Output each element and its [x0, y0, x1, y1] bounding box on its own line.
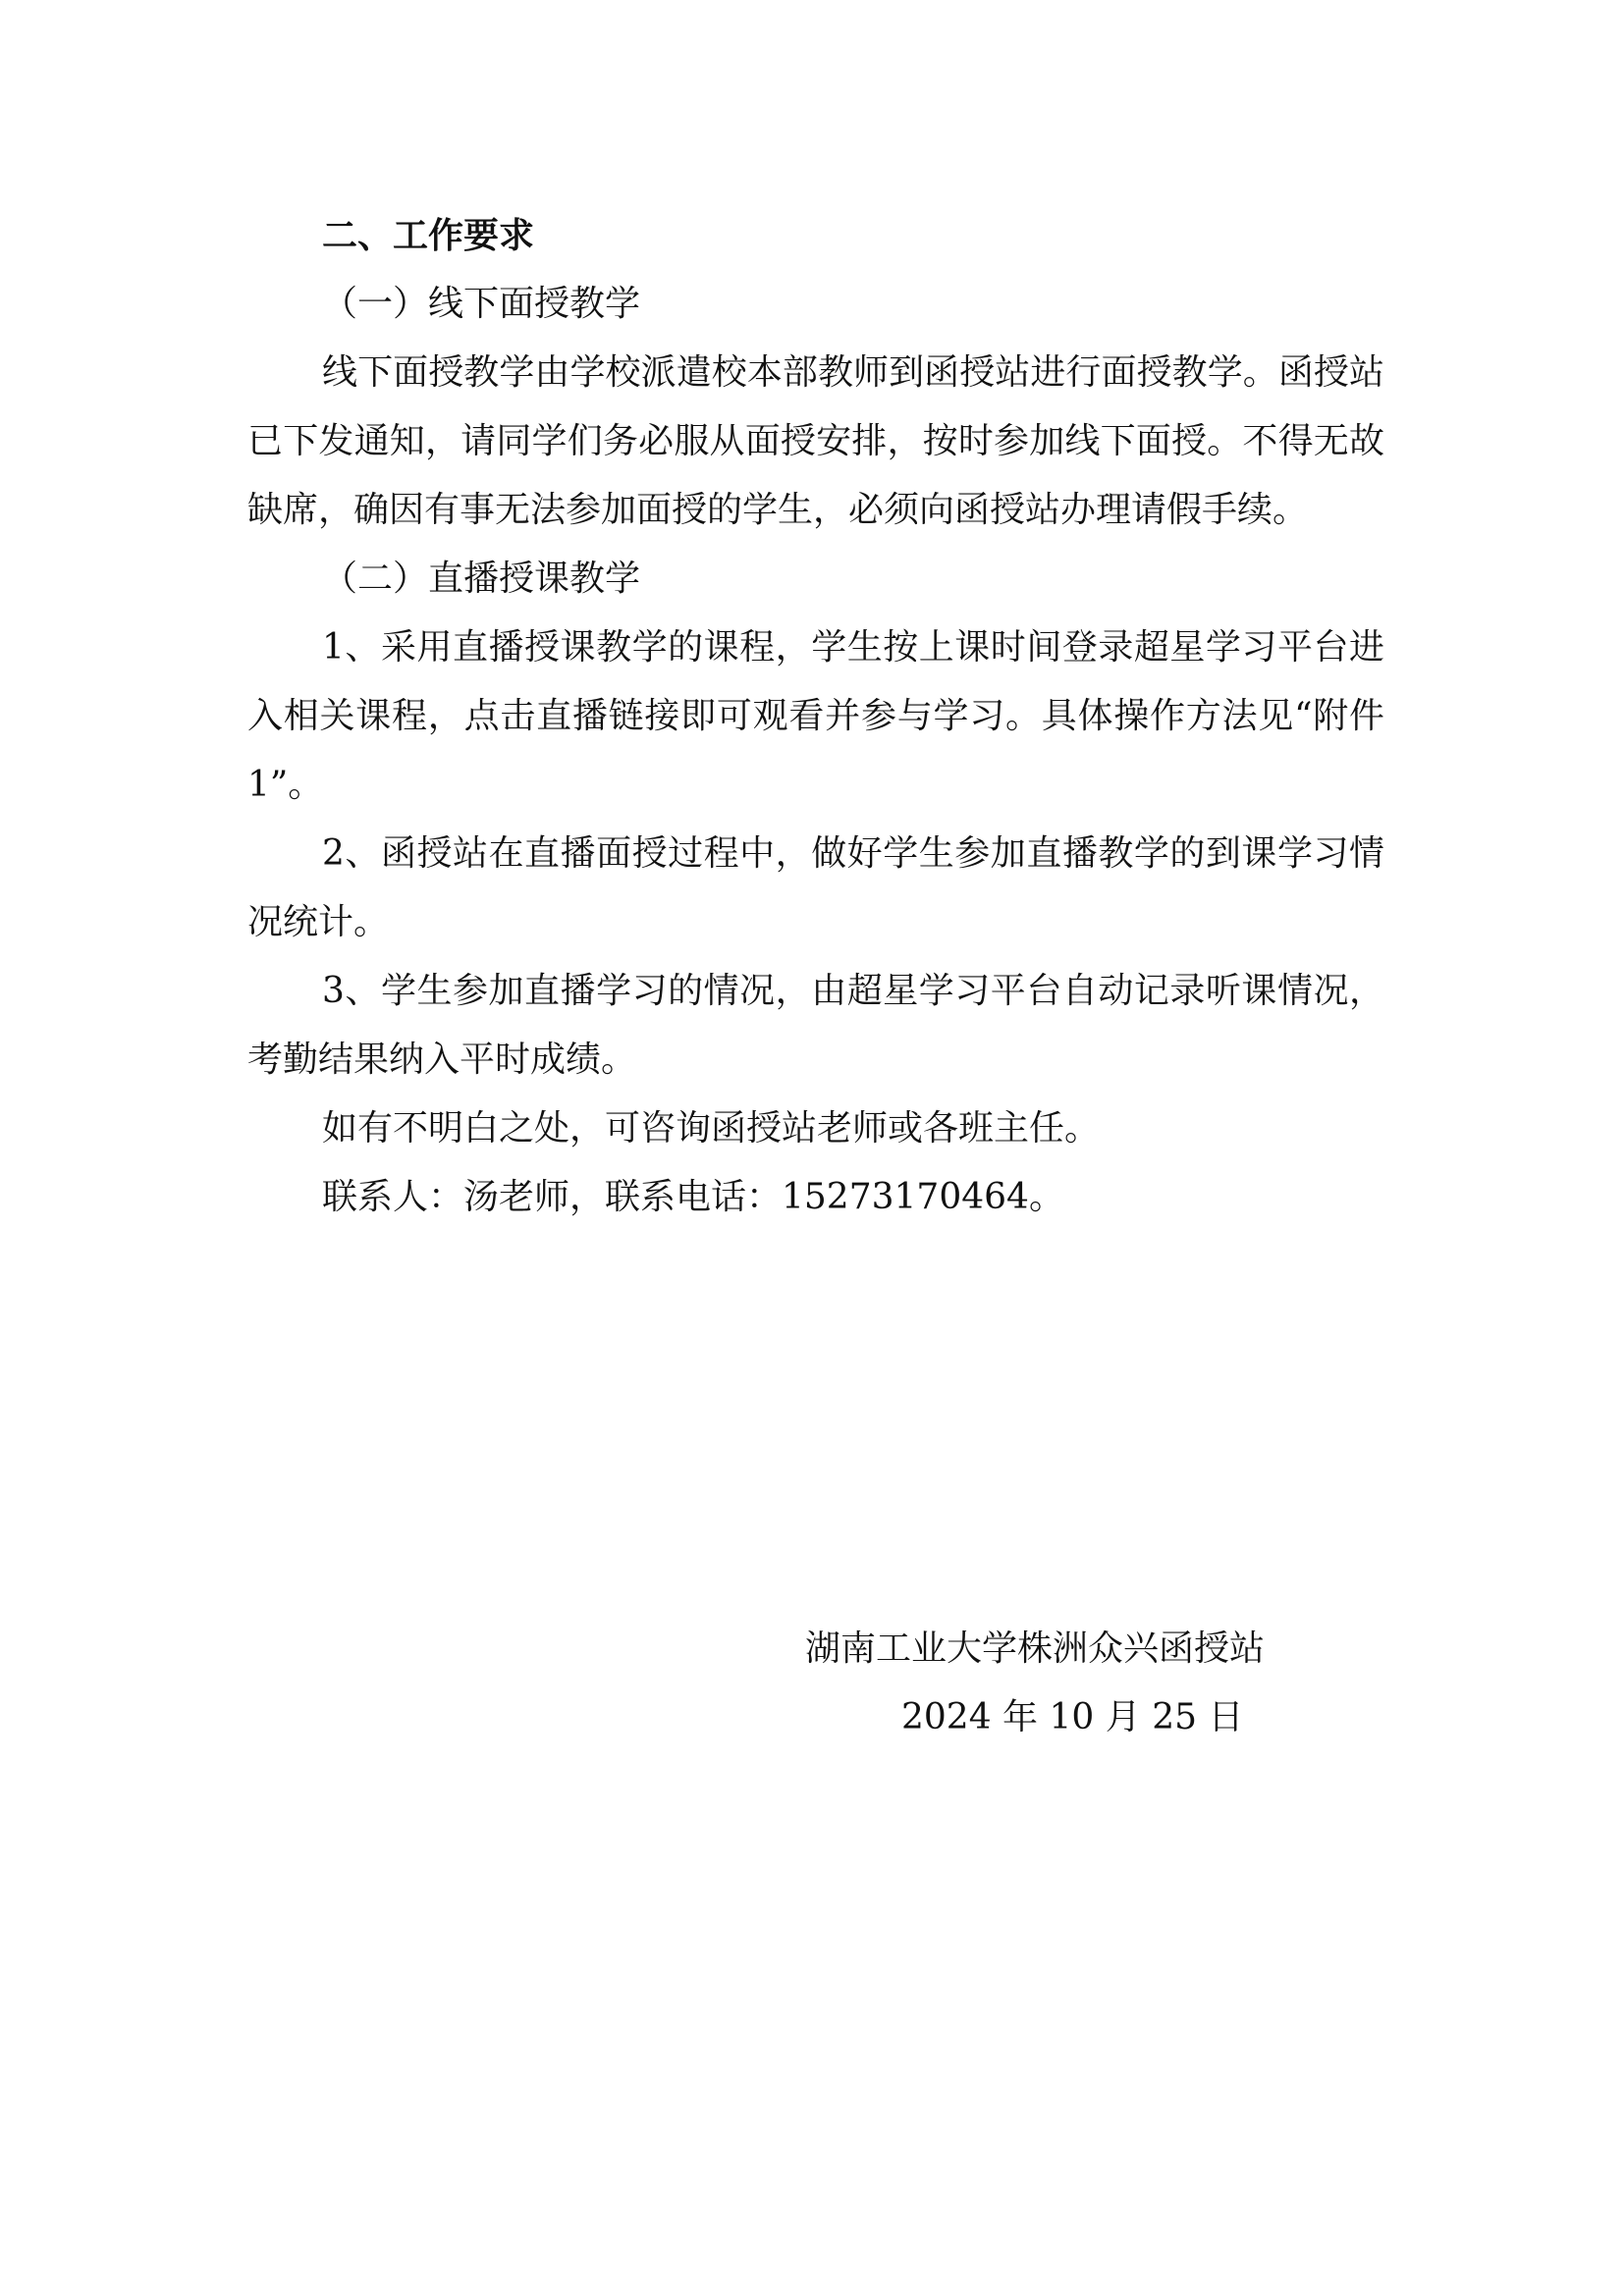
signature-date: 2024 年 10 月 25 日 [901, 1697, 1244, 1737]
live-item-2: 2、函授站在直播面授过程中，做好学生参加直播教学的到课学习情况统计。 [247, 833, 1384, 942]
signature-block [805, 1615, 1316, 1752]
document-body [247, 201, 1384, 1232]
signature-organization: 湖南工业大学株洲众兴函授站 [805, 1629, 1266, 1669]
subsection-live-title: （二）直播授课教学 [322, 559, 641, 599]
contact-paragraph: 联系人：汤老师，联系电话：15273170464。 [322, 1177, 1064, 1217]
live-item-1: 1、采用直播授课教学的课程，学生按上课时间登录超星学习平台进入相关课程，点击直播链接即可观看并参与学习。具体操作方法见“附件 1”。 [247, 627, 1384, 805]
section-heading: 二、工作要求 [322, 215, 535, 256]
offline-teaching-paragraph: 线下面授教学由学校派遣校本部教师到函授站进行面授教学。函授站已下发通知，请同学们务必服从面授安排，按时参加线下面授。不得无故缺席，确因有事无法参加面授的学生，必须向函授站办理请假手续。 [247, 352, 1384, 530]
inquiry-paragraph: 如有不明白之处，可咨询函授站老师或各班主任。 [322, 1108, 1101, 1148]
subsection-offline-title: （一）线下面授教学 [322, 284, 641, 324]
live-item-3: 3、学生参加直播学习的情况，由超星学习平台自动记录听课情况，考勤结果纳入平时成绩。 [247, 971, 1384, 1080]
